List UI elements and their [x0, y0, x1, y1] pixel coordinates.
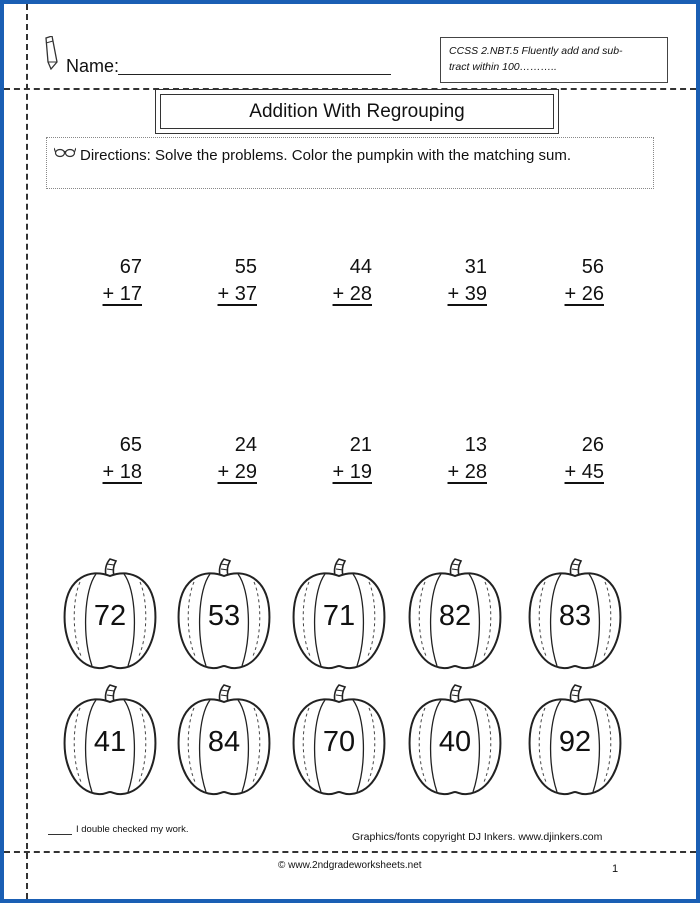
- credits-text: Graphics/fonts copyright DJ Inkers. www.djinkers.com: [352, 831, 603, 843]
- problem-addend: + 39: [447, 283, 487, 305]
- problem-addend: + 37: [217, 283, 257, 305]
- problem-top-number: 21: [349, 434, 372, 456]
- problem-top-number: 31: [464, 256, 487, 278]
- title-box: [155, 89, 559, 134]
- pumpkin-84[interactable]: [174, 682, 274, 798]
- problem: [407, 432, 487, 486]
- pumpkin-92[interactable]: [525, 682, 625, 798]
- page-number: 1: [612, 863, 619, 875]
- problem-top-number: 65: [119, 434, 142, 456]
- problem-addend: + 45: [564, 461, 604, 483]
- pumpkin-70[interactable]: [289, 682, 389, 798]
- pumpkin-number: 40: [438, 726, 472, 758]
- name-field[interactable]: [118, 74, 391, 75]
- problem-top-number: 55: [234, 256, 257, 278]
- pumpkin-82[interactable]: [405, 556, 505, 672]
- standard-text-line-2: tract within 100………..: [449, 61, 557, 73]
- pumpkin-72[interactable]: [60, 556, 160, 672]
- page-title: Addition With Regrouping: [160, 94, 554, 129]
- problem-top-number: 26: [581, 434, 604, 456]
- problem: [62, 432, 142, 486]
- pumpkin-number: 71: [322, 600, 356, 632]
- problem-addend: + 18: [102, 461, 142, 483]
- problem-addend: + 26: [564, 283, 604, 305]
- problem-top-number: 67: [119, 256, 142, 278]
- pumpkin-number: 70: [322, 726, 356, 758]
- problem-addend: + 28: [447, 461, 487, 483]
- standard-text-line-1: CCSS 2.NBT.5 Fluently add and sub-: [449, 45, 623, 57]
- problem: [292, 432, 372, 486]
- pumpkin-40[interactable]: [405, 682, 505, 798]
- problem-top-number: 13: [464, 434, 487, 456]
- pumpkin-83[interactable]: [525, 556, 625, 672]
- pumpkin-number: 82: [438, 600, 472, 632]
- website-text: © www.2ndgradeworksheets.net: [278, 860, 422, 871]
- pumpkin-53[interactable]: [174, 556, 274, 672]
- pumpkin-number: 84: [207, 726, 241, 758]
- pumpkin-number: 41: [93, 726, 127, 758]
- problem-top-number: 24: [234, 434, 257, 456]
- pumpkin-number: 92: [558, 726, 592, 758]
- check-text: I double checked my work.: [76, 824, 189, 835]
- problem-top-number: 56: [581, 256, 604, 278]
- pencil-icon: [42, 36, 60, 75]
- problem: [292, 254, 372, 308]
- standard-box: [440, 37, 668, 83]
- problem: [407, 254, 487, 308]
- problem: [177, 254, 257, 308]
- left-dashed-rule: [26, 4, 28, 899]
- problem: [524, 432, 604, 486]
- pumpkin-number: 53: [207, 600, 241, 632]
- problem: [177, 432, 257, 486]
- problem-top-number: 44: [349, 256, 372, 278]
- problem: [524, 254, 604, 308]
- name-label: Name:: [66, 56, 120, 76]
- pumpkin-number: 72: [93, 600, 127, 632]
- problem-addend: + 28: [332, 283, 372, 305]
- directions-text: Directions: Solve the problems. Color the pumpkin with the matching sum.: [80, 147, 572, 164]
- problem-addend: + 17: [102, 283, 142, 305]
- problem-addend: + 29: [217, 461, 257, 483]
- check-blank[interactable]: [48, 834, 72, 835]
- pumpkin-number: 83: [558, 600, 592, 632]
- glasses-icon: [54, 145, 76, 163]
- problem-addend: + 19: [332, 461, 372, 483]
- pumpkin-71[interactable]: [289, 556, 389, 672]
- footer-dashed-rule: [4, 851, 696, 853]
- pumpkin-41[interactable]: [60, 682, 160, 798]
- problem: [62, 254, 142, 308]
